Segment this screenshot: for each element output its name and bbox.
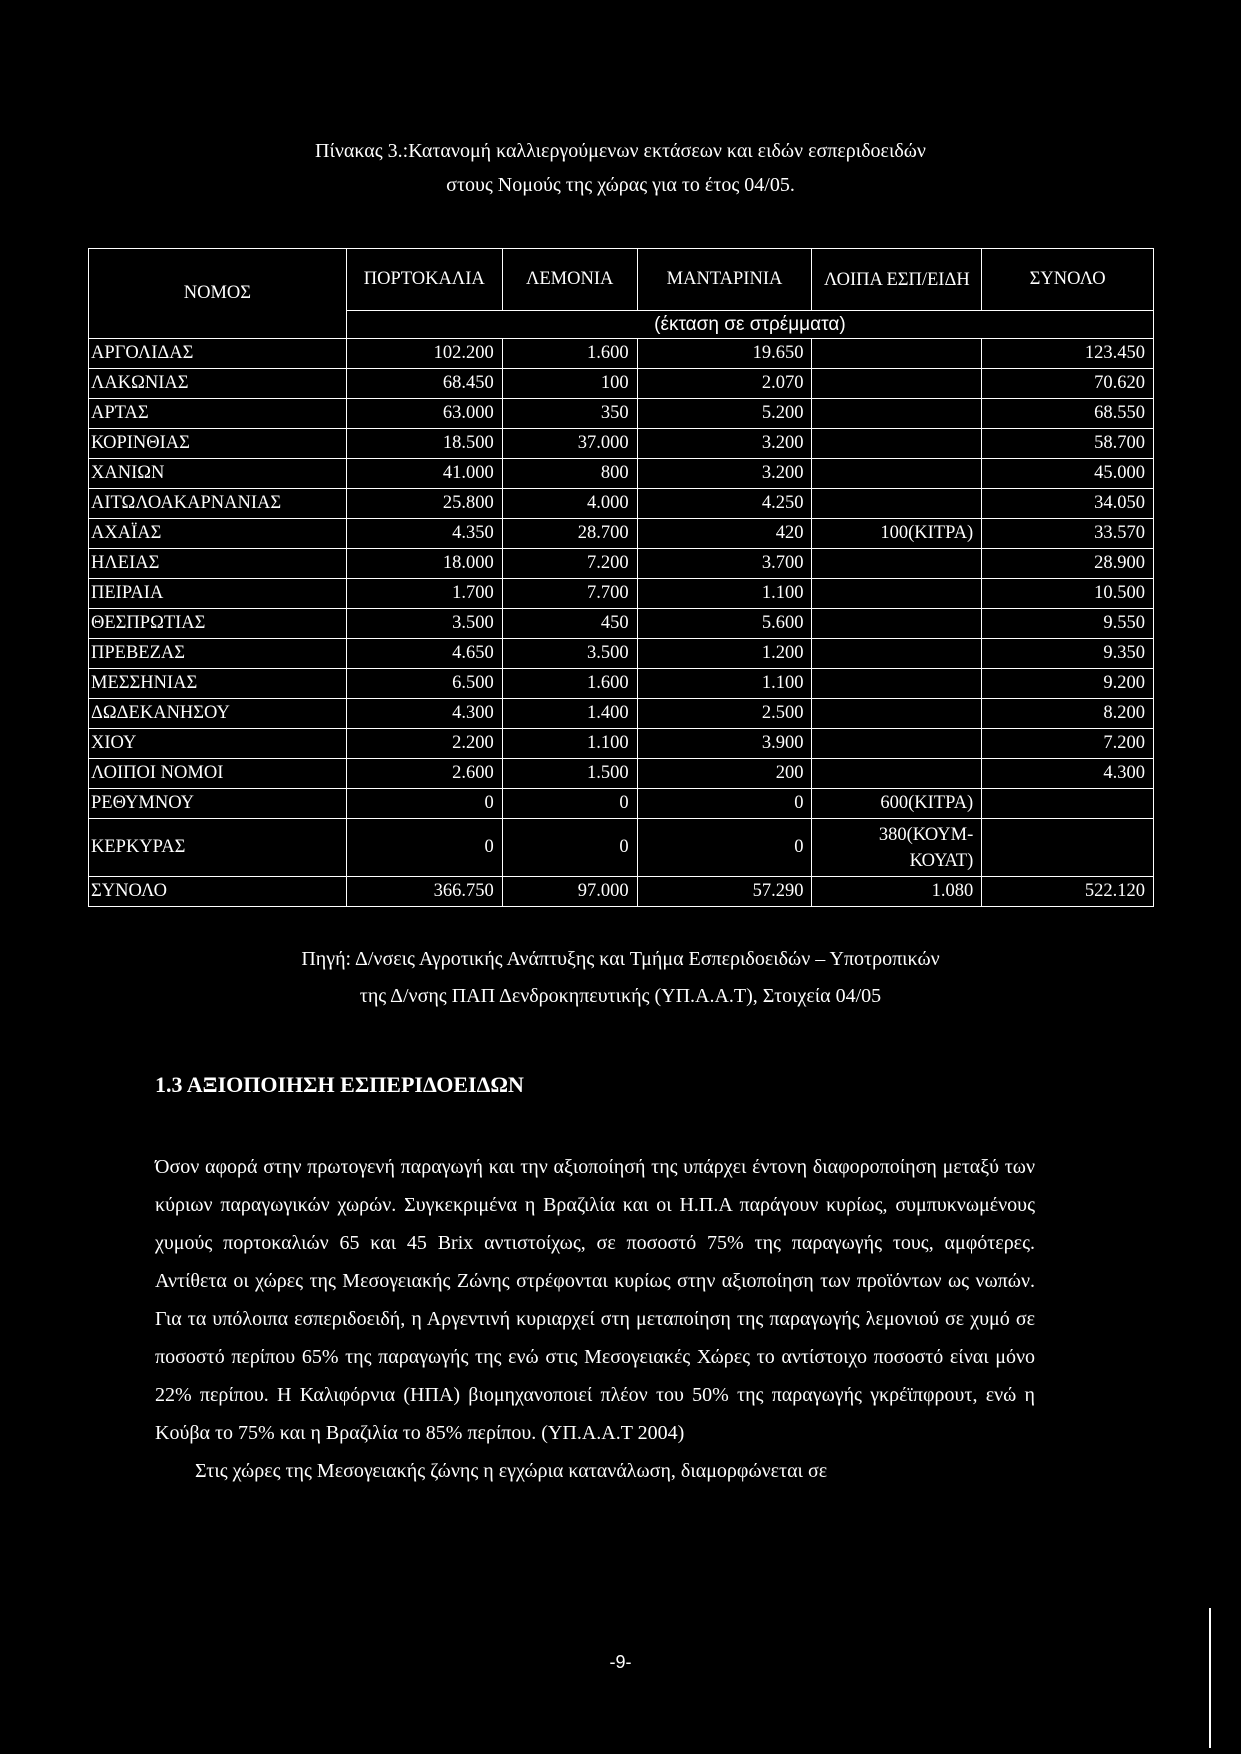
name-cell: ΚΟΡΙΝΘΙΑΣ bbox=[89, 429, 347, 459]
table-row bbox=[89, 579, 1154, 609]
portokalia-cell: 6.500 bbox=[346, 669, 502, 699]
section-heading: 1.3 ΑΞΙΟΠΟΙΗΣΗ ΕΣΠΕΡΙΔΟΕΙΔΩΝ bbox=[155, 1072, 524, 1097]
name-cell: ΚΕΡΚΥΡΑΣ bbox=[89, 819, 347, 877]
name-cell: ΧΑΝΙΩΝ bbox=[89, 459, 347, 489]
lemonia-cell: 3.500 bbox=[502, 639, 637, 669]
header-row bbox=[89, 249, 1154, 311]
mantarinia-cell: 57.290 bbox=[637, 877, 812, 907]
loipa-cell bbox=[812, 369, 982, 399]
mantarinia-cell: 3.200 bbox=[637, 429, 812, 459]
table-row bbox=[89, 519, 1154, 549]
table-row bbox=[89, 699, 1154, 729]
synolo-cell bbox=[982, 789, 1154, 819]
portokalia-cell: 366.750 bbox=[346, 877, 502, 907]
table-row bbox=[89, 339, 1154, 369]
portokalia-cell: 18.500 bbox=[346, 429, 502, 459]
loipa-cell bbox=[812, 579, 982, 609]
synolo-cell: 7.200 bbox=[982, 729, 1154, 759]
lemonia-cell: 0 bbox=[502, 819, 637, 877]
name-cell: ΣΥΝΟΛΟ bbox=[89, 877, 347, 907]
paragraph-2: Στις χώρες της Μεσογειακής ζώνης η εγχώρια κατανάλωση, διαμορφώνεται σε bbox=[195, 1460, 828, 1482]
unit-label: (έκταση σε στρέμματα) bbox=[346, 311, 1153, 339]
portokalia-cell: 41.000 bbox=[346, 459, 502, 489]
synolo-cell: 70.620 bbox=[982, 369, 1154, 399]
lemonia-cell: 4.000 bbox=[502, 489, 637, 519]
lemonia-cell: 97.000 bbox=[502, 877, 637, 907]
portokalia-cell: 1.700 bbox=[346, 579, 502, 609]
loipa-cell bbox=[812, 459, 982, 489]
name-cell: ΗΛΕΙΑΣ bbox=[89, 549, 347, 579]
table-row bbox=[89, 669, 1154, 699]
synolo-cell: 33.570 bbox=[982, 519, 1154, 549]
table-row bbox=[89, 489, 1154, 519]
loipa-cell: 100(ΚΙΤΡΑ) bbox=[812, 519, 982, 549]
portokalia-cell: 0 bbox=[346, 819, 502, 877]
loipa-cell bbox=[812, 549, 982, 579]
loipa-cell bbox=[812, 489, 982, 519]
name-cell: ΑΡΓΟΛΙΔΑΣ bbox=[89, 339, 347, 369]
portokalia-cell: 2.200 bbox=[346, 729, 502, 759]
portokalia-cell: 4.650 bbox=[346, 639, 502, 669]
lemonia-cell: 800 bbox=[502, 459, 637, 489]
lemonia-cell: 350 bbox=[502, 399, 637, 429]
name-cell: ΛΑΚΩΝΙΑΣ bbox=[89, 369, 347, 399]
name-cell: ΔΩΔΕΚΑΝΗΣΟΥ bbox=[89, 699, 347, 729]
lemonia-cell: 7.200 bbox=[502, 549, 637, 579]
portokalia-cell: 0 bbox=[346, 789, 502, 819]
loipa-cell: 1.080 bbox=[812, 877, 982, 907]
lemonia-cell: 1.600 bbox=[502, 339, 637, 369]
citrus-area-table bbox=[88, 248, 1154, 907]
synolo-cell: 58.700 bbox=[982, 429, 1154, 459]
table-row bbox=[89, 399, 1154, 429]
synolo-cell: 28.900 bbox=[982, 549, 1154, 579]
table-row bbox=[89, 759, 1154, 789]
mantarinia-cell: 1.100 bbox=[637, 669, 812, 699]
synolo-cell: 522.120 bbox=[982, 877, 1154, 907]
synolo-cell: 34.050 bbox=[982, 489, 1154, 519]
mantarinia-cell: 19.650 bbox=[637, 339, 812, 369]
lemonia-cell: 7.700 bbox=[502, 579, 637, 609]
paragraph-1: Όσον αφορά στην πρωτογενή παραγωγή και την αξιοποίησή της υπάρχει έντονη διαφοροποίηση μεταξύ των κύριων παραγωγικών χωρών. Συγκεκριμένα η Βραζιλία και οι Η.Π.Α παράγουν κυρίως, συμπυκνωμένους χυμούς πορτοκαλιών 65 και 45 Brix αντιστοίχως, σε ποσοστό 75% της παραγωγής τους, αμφότερες. Αντίθετα οι χώρες της Μεσογειακής Ζώνης στρέφονται κυρίως στην αξιοποίηση των προϊόντων ως νωπών. Για τα υπόλοιπα εσπεριδοειδή, η Αργεντινή κυριαρχεί στη μεταποίηση της παραγωγής λεμονιού σε χυμό σε ποσοστό περίπου 65% της παραγωγής της ενώ στις Μεσογειακές Χώρες το αντίστοιχο ποσοστό είναι μόνο 22% περίπου. Η Καλιφόρνια (ΗΠΑ) βιομηχανοποιεί πλέον του 50% της παραγωγής γκρέϊπφρουτ, ενώ η Κούβα το 75% και η Βραζιλία το 85% περίπου. (ΥΠ.Α.Α.Τ 2004) bbox=[155, 1156, 1035, 1444]
table-row bbox=[89, 369, 1154, 399]
mantarinia-cell: 5.200 bbox=[637, 399, 812, 429]
name-cell: ΠΡΕΒΕΖΑΣ bbox=[89, 639, 347, 669]
header-synolo: ΣΥΝΟΛΟ bbox=[982, 249, 1154, 311]
name-cell: ΑΙΤΩΛΟΑΚΑΡΝΑΝΙΑΣ bbox=[89, 489, 347, 519]
mantarinia-cell: 5.600 bbox=[637, 609, 812, 639]
header-mantarinia: ΜΑΝΤΑΡΙΝΙΑ bbox=[637, 249, 812, 311]
synolo-cell: 9.200 bbox=[982, 669, 1154, 699]
margin-rule bbox=[1209, 1608, 1211, 1748]
synolo-cell: 9.350 bbox=[982, 639, 1154, 669]
lemonia-cell: 37.000 bbox=[502, 429, 637, 459]
portokalia-cell: 3.500 bbox=[346, 609, 502, 639]
name-cell: ΜΕΣΣΗΝΙΑΣ bbox=[89, 669, 347, 699]
mantarinia-cell: 3.700 bbox=[637, 549, 812, 579]
mantarinia-cell: 0 bbox=[637, 789, 812, 819]
synolo-cell: 4.300 bbox=[982, 759, 1154, 789]
table-caption-line-1: Πίνακας 3.:Κατανομή καλλιεργούμενων εκτάσεων και ειδών εσπεριδοειδών bbox=[315, 140, 926, 162]
portokalia-cell: 25.800 bbox=[346, 489, 502, 519]
name-cell: ΘΕΣΠΡΩΤΙΑΣ bbox=[89, 609, 347, 639]
name-cell: ΡΕΘΥΜΝΟΥ bbox=[89, 789, 347, 819]
lemonia-cell: 1.500 bbox=[502, 759, 637, 789]
table-row bbox=[89, 639, 1154, 669]
portokalia-cell: 63.000 bbox=[346, 399, 502, 429]
page-number: -9- bbox=[609, 1652, 632, 1672]
portokalia-cell: 4.350 bbox=[346, 519, 502, 549]
header-loipa: ΛΟΙΠΑ ΕΣΠ/ΕΙΔΗ bbox=[812, 249, 982, 311]
source-line-2: της Δ/νσης ΠΑΠ Δενδροκηπευτικής (ΥΠ.Α.Α.Τ), Στοιχεία 04/05 bbox=[359, 985, 882, 1007]
table-caption-line-2: στους Νομούς της χώρας για το έτος 04/05. bbox=[446, 174, 795, 196]
table-row bbox=[89, 549, 1154, 579]
mantarinia-cell: 420 bbox=[637, 519, 812, 549]
mantarinia-cell: 3.900 bbox=[637, 729, 812, 759]
source-line-1: Πηγή: Δ/νσεις Αγροτικής Ανάπτυξης και Τμήμα Εσπεριδοειδών – Υποτροπικών bbox=[301, 948, 940, 970]
loipa-cell bbox=[812, 429, 982, 459]
lemonia-cell: 0 bbox=[502, 789, 637, 819]
table-row bbox=[89, 819, 1154, 877]
total-row bbox=[89, 877, 1154, 907]
header-lemonia: ΛΕΜΟΝΙΑ bbox=[502, 249, 637, 311]
header-portokalia: ΠΟΡΤΟΚΑΛΙΑ bbox=[346, 249, 502, 311]
mantarinia-cell: 200 bbox=[637, 759, 812, 789]
lemonia-cell: 28.700 bbox=[502, 519, 637, 549]
lemonia-cell: 1.100 bbox=[502, 729, 637, 759]
portokalia-cell: 18.000 bbox=[346, 549, 502, 579]
portokalia-cell: 2.600 bbox=[346, 759, 502, 789]
mantarinia-cell: 2.070 bbox=[637, 369, 812, 399]
lemonia-cell: 100 bbox=[502, 369, 637, 399]
loipa-cell bbox=[812, 759, 982, 789]
portokalia-cell: 4.300 bbox=[346, 699, 502, 729]
name-cell: ΠΕΙΡΑΙΑ bbox=[89, 579, 347, 609]
synolo-cell bbox=[982, 819, 1154, 877]
lemonia-cell: 450 bbox=[502, 609, 637, 639]
loipa-cell bbox=[812, 699, 982, 729]
name-cell: ΑΧΑΪΑΣ bbox=[89, 519, 347, 549]
loipa-cell bbox=[812, 669, 982, 699]
lemonia-cell: 1.600 bbox=[502, 669, 637, 699]
table-row bbox=[89, 429, 1154, 459]
table-row bbox=[89, 789, 1154, 819]
header-nomos: ΝΟΜΟΣ bbox=[89, 249, 347, 339]
name-cell: ΧΙΟΥ bbox=[89, 729, 347, 759]
table-row bbox=[89, 729, 1154, 759]
table-row bbox=[89, 609, 1154, 639]
synolo-cell: 68.550 bbox=[982, 399, 1154, 429]
loipa-cell: 600(ΚΙΤΡΑ) bbox=[812, 789, 982, 819]
name-cell: ΛΟΙΠΟΙ ΝΟΜΟΙ bbox=[89, 759, 347, 789]
mantarinia-cell: 3.200 bbox=[637, 459, 812, 489]
loipa-cell bbox=[812, 399, 982, 429]
synolo-cell: 8.200 bbox=[982, 699, 1154, 729]
loipa-cell bbox=[812, 339, 982, 369]
loipa-cell bbox=[812, 639, 982, 669]
mantarinia-cell: 4.250 bbox=[637, 489, 812, 519]
name-cell: ΑΡΤΑΣ bbox=[89, 399, 347, 429]
loipa-cell bbox=[812, 729, 982, 759]
mantarinia-cell: 0 bbox=[637, 819, 812, 877]
table-row bbox=[89, 459, 1154, 489]
mantarinia-cell: 1.200 bbox=[637, 639, 812, 669]
loipa-cell bbox=[812, 609, 982, 639]
synolo-cell: 9.550 bbox=[982, 609, 1154, 639]
synolo-cell: 45.000 bbox=[982, 459, 1154, 489]
portokalia-cell: 102.200 bbox=[346, 339, 502, 369]
body-paragraph bbox=[155, 1148, 1035, 1490]
mantarinia-cell: 1.100 bbox=[637, 579, 812, 609]
synolo-cell: 10.500 bbox=[982, 579, 1154, 609]
mantarinia-cell: 2.500 bbox=[637, 699, 812, 729]
lemonia-cell: 1.400 bbox=[502, 699, 637, 729]
loipa-cell: 380(ΚΟΥΜ-ΚΟΥΑΤ) bbox=[812, 819, 982, 877]
portokalia-cell: 68.450 bbox=[346, 369, 502, 399]
synolo-cell: 123.450 bbox=[982, 339, 1154, 369]
